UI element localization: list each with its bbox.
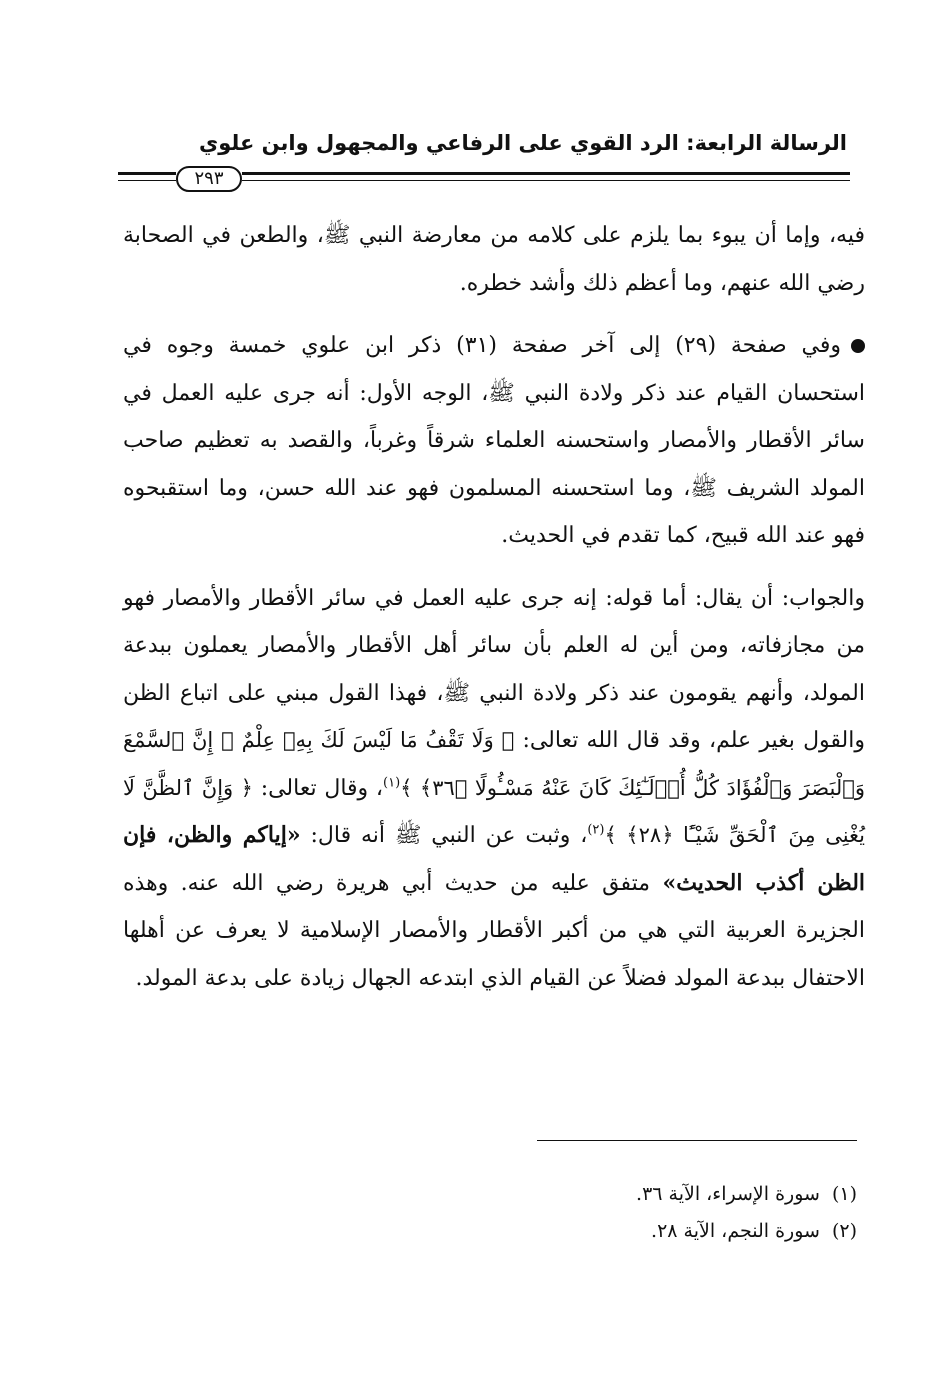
paragraph-1: فيه، وإما أن يبوء بما يلزم على كلامه من معارضة النبي ﷺ، والطعن في الصحابة رضي الله عنهم، وما أعظم ذلك وأشد خطره. — [123, 223, 865, 296]
footnote-item — [257, 1213, 857, 1250]
rule-right-thin — [242, 180, 850, 181]
body-text — [123, 212, 865, 1002]
running-header: الرسالة الرابعة: الرد القوي على الرفاعي والمجهول وابن علوي — [198, 131, 847, 155]
rule-left-thin — [118, 180, 176, 181]
footnote-text: سورة النجم، الآية ٢٨. — [651, 1220, 820, 1242]
rule-left-thick — [118, 172, 176, 175]
paragraph-2-text: وفي صفحة (٢٩) إلى آخر صفحة (٣١) ذكر ابن علوي خمسة وجوه في استحسان القيام عند ذكر ولادة النبي ﷺ، الوجه الأول: أنه جرى عليه العمل في سائر الأقطار والأمصار واستحسنه العلماء شرقاً وغرباً، والقصد به تعظيم صاحب المولد الشريف ﷺ، وما استحسنه المسلمون فهو عند الله حسن، وما استقبحوه فهو عند الله قبيح، كما تقدم في الحديث. — [123, 333, 865, 548]
footnote-ref-2: (٢) — [587, 822, 605, 838]
footnote-separator — [537, 1140, 857, 1141]
hadith-quote: «إياكم والظن، فإن الظن أكذب الحديث» — [123, 822, 866, 896]
header-rule — [118, 165, 850, 195]
paragraph-3-mid-1: ، وقال تعالى: — [260, 775, 384, 801]
quran-verse-1: ﴿ وَلَا تَقْفُ مَا لَيْسَ لَكَ بِهِۦ عِلْمٌ ۚ إِنَّ ٱلسَّمْعَ وَٱلْبَصَرَ وَٱلْفُؤَادَ كُلُّ أُو۟لَـٰٓئِكَ كَانَ عَنْهُ مَسْـُٔولًا ﴿٣٦﴾ ﴾ — [123, 728, 865, 800]
footnote-item — [257, 1176, 857, 1213]
paragraph-3-mid-2: ، وثبت عن النبي ﷺ أنه قال: — [310, 823, 588, 848]
paragraph-2 — [123, 322, 865, 560]
footnote-ref-1: (١) — [383, 775, 401, 791]
footnotes — [257, 1176, 857, 1250]
footnote-text: سورة الإسراء، الآية ٣٦. — [636, 1183, 820, 1205]
page-number: ٢٩٣ — [176, 166, 242, 192]
paragraph-3 — [123, 575, 865, 1003]
footnote-number: (٢) — [831, 1220, 857, 1242]
quran-verse-2: ﴿ وَإِنَّ ٱلظَّنَّ لَا يُغْنِى مِنَ ٱلْحَقِّ شَيْـًٔا ﴿٢٨﴾ ﴾ — [123, 775, 866, 847]
rule-right-thick — [242, 172, 850, 175]
footnote-number: (١) — [831, 1183, 857, 1205]
paragraph-3-rest: متفق عليه من حديث أبي هريرة رضي الله عنه. وهذه الجزيرة العربية التي هي من أكبر الأقطار والأمصار الإسلامية لا يعرف عن أهلها الاحتفال ببدعة المولد فضلاً عن القيام الذي ابتدعه الجهال زيادة على بدعة المولد. — [123, 870, 865, 991]
bullet-icon — [851, 339, 865, 353]
paragraph-3-intro: والجواب: أن يقال: أما قوله: إنه جرى عليه العمل في سائر الأقطار والأمصار فهو من مجازفاته، ومن أين له العلم بأن سائر أهل الأقطار والأمصار يعملون ببدعة المولد، وأنهم يقومون عند ذكر ولادة النبي ﷺ، فهذا القول مبني على اتباع الظن والقول بغير علم، وقد قال الله تعالى: — [123, 585, 865, 753]
